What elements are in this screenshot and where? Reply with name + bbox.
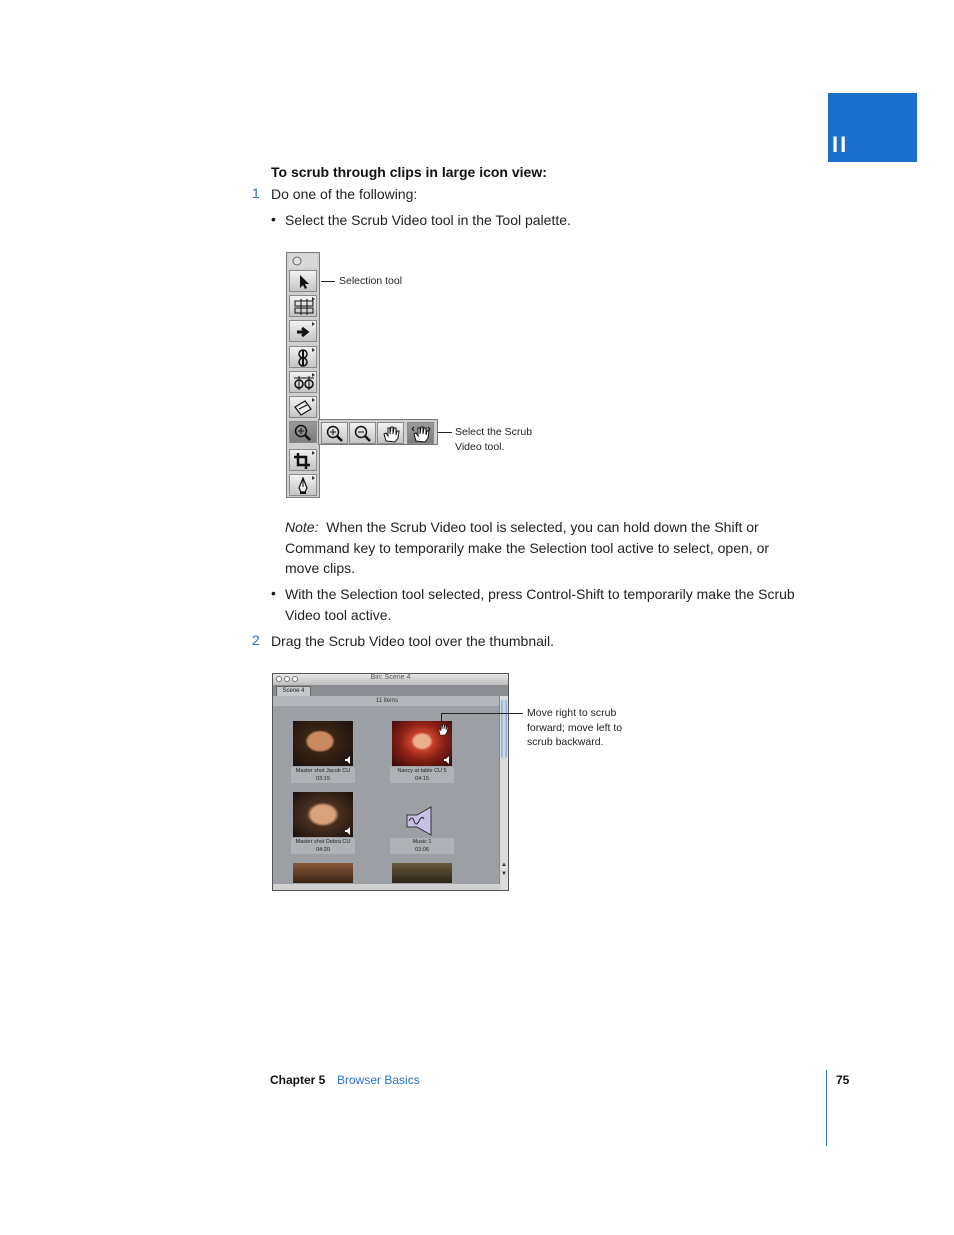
clip-thumbnail-debra[interactable] <box>293 792 353 837</box>
zoom-in-icon <box>325 425 345 443</box>
clip-caption-music <box>390 838 454 854</box>
flyout-hand-button[interactable] <box>377 422 404 444</box>
clip-grid <box>273 706 501 886</box>
scrub-hand-icon <box>411 425 431 443</box>
clip-duration: 03:15 <box>316 776 330 782</box>
flyout-indicator-icon <box>312 348 315 352</box>
step-number-1: 1 <box>252 185 260 201</box>
clip-caption-debra <box>291 838 355 854</box>
clip-thumbnail-partial[interactable] <box>392 863 452 883</box>
tab-scene-4[interactable]: Scene 4 <box>276 686 311 696</box>
callout-line-2: forward; move left to <box>527 721 623 734</box>
horizontal-scrollbar[interactable] <box>273 884 501 890</box>
footer-chapter: Chapter 5 <box>270 1073 326 1087</box>
clip-caption-jacob <box>291 767 355 783</box>
edit-selection-tool-button[interactable] <box>289 295 317 317</box>
scrollbar-thumb[interactable] <box>501 699 507 759</box>
bullet-dot: • <box>271 211 276 227</box>
bullet-dot: • <box>271 585 276 601</box>
browser-bin-window <box>272 673 509 891</box>
clip-thumbnail-partial[interactable] <box>293 863 353 883</box>
crop-tool-button[interactable] <box>289 449 317 471</box>
scrub-hand-cursor-icon <box>392 721 452 766</box>
zoom-out-icon <box>353 425 373 443</box>
note-line-1 <box>285 517 825 538</box>
flyout-indicator-icon <box>312 373 315 377</box>
clip-name: Music 1 <box>412 839 432 845</box>
razor-tool-button[interactable] <box>289 396 317 418</box>
close-icon <box>289 254 317 268</box>
task-heading: To scrub through clips in large icon view: <box>271 164 547 180</box>
audio-clip-icon[interactable] <box>403 805 439 839</box>
flyout-indicator-icon <box>312 451 315 455</box>
note-text-1: When the Scrub Video tool is selected, you can hold down the Shift or <box>326 519 759 535</box>
note-paragraph <box>285 517 825 579</box>
clip-duration: 04:20 <box>316 847 330 853</box>
flyout-indicator-icon <box>312 398 315 402</box>
clip-caption-nancy <box>390 767 454 783</box>
window-titlebar[interactable] <box>273 674 508 685</box>
part-number: II <box>832 132 849 157</box>
bullet-2-line-2: Video tool active. <box>285 606 392 623</box>
callout-line-3: scrub backward. <box>527 736 604 748</box>
pen-tool-button[interactable] <box>289 474 317 496</box>
part-tab <box>828 93 917 162</box>
palette-close-area <box>289 254 317 268</box>
speaker-icon <box>293 792 353 837</box>
callout-selection-tool: Selection tool <box>339 275 403 287</box>
scroll-up-icon[interactable]: ▲ <box>501 862 507 868</box>
flyout-zoom-out-button[interactable] <box>349 422 376 444</box>
bullet-2-line-1: With the Selection tool selected, press Control-Shift to temporarily make the Scrub <box>285 586 795 602</box>
note-text-2: Command key to temporarily make the Selection tool active to select, open, or <box>285 539 770 556</box>
callout-leader-line <box>321 281 335 282</box>
clip-name: Master shot Jacob CU <box>295 768 351 774</box>
footer-divider <box>826 1070 827 1146</box>
flyout-indicator-icon <box>312 297 315 301</box>
flyout-zoom-in-button[interactable] <box>321 422 348 444</box>
callout-leader-line <box>441 713 442 722</box>
zoom-tool-flyout <box>318 419 438 445</box>
callout-scrub-tool <box>455 425 532 454</box>
callout-leader-line <box>438 432 452 433</box>
razor-blade-icon <box>293 399 313 417</box>
page-number: 75 <box>836 1073 850 1087</box>
speaker-icon <box>293 721 353 766</box>
clip-duration: 03:06 <box>415 847 429 853</box>
window-title: Bin: Scene 4 <box>370 674 411 681</box>
bullet-text-2 <box>285 584 825 625</box>
flyout-indicator-icon <box>312 476 315 480</box>
zoom-tool-button[interactable] <box>289 421 317 443</box>
bullet-text-1: Select the Scrub Video tool in the Tool palette. <box>285 212 571 228</box>
clip-name: Master shot Debra CU <box>295 839 351 845</box>
callout-scrub-line1: Select the Scrub <box>455 426 533 438</box>
clip-name: Nancy at table CU 5 <box>397 768 447 774</box>
arrow-cursor-icon <box>293 273 313 291</box>
roll-edit-tool-button[interactable] <box>289 346 317 368</box>
flyout-indicator-icon <box>312 322 315 326</box>
footer-chapter-title[interactable]: Browser Basics <box>337 1073 420 1087</box>
crop-icon <box>293 452 313 470</box>
flyout-scrub-video-button[interactable] <box>407 422 434 444</box>
scroll-down-icon[interactable]: ▼ <box>501 871 507 877</box>
step-number-2: 2 <box>252 632 260 648</box>
callout-leader-line <box>441 713 523 714</box>
pen-icon <box>293 477 313 495</box>
note-label: Note: <box>285 519 319 535</box>
roll-edit-icon <box>293 349 313 367</box>
clip-thumbnail-jacob[interactable] <box>293 721 353 766</box>
items-count-bar: 11 items <box>273 696 501 706</box>
track-select-tool-button[interactable] <box>289 320 317 342</box>
selection-tool-button[interactable] <box>289 270 317 292</box>
clip-thumbnail-nancy[interactable] <box>392 721 452 766</box>
step-text-2: Drag the Scrub Video tool over the thumbnail. <box>271 633 555 649</box>
vertical-scrollbar[interactable] <box>499 696 508 891</box>
zoom-in-icon <box>293 424 313 442</box>
hand-icon <box>381 425 401 443</box>
callout-scrub-direction <box>527 706 622 750</box>
callout-scrub-line2: Video tool. <box>455 440 505 453</box>
note-text-3: move clips. <box>285 560 356 576</box>
step-text-1: Do one of the following: <box>271 186 418 202</box>
clip-duration: 04:15 <box>415 776 429 782</box>
slip-tool-button[interactable] <box>289 371 317 393</box>
callout-line-1: Move right to scrub <box>527 707 617 719</box>
tab-strip <box>273 685 508 696</box>
track-arrow-icon <box>293 323 313 341</box>
tool-palette <box>286 252 320 498</box>
